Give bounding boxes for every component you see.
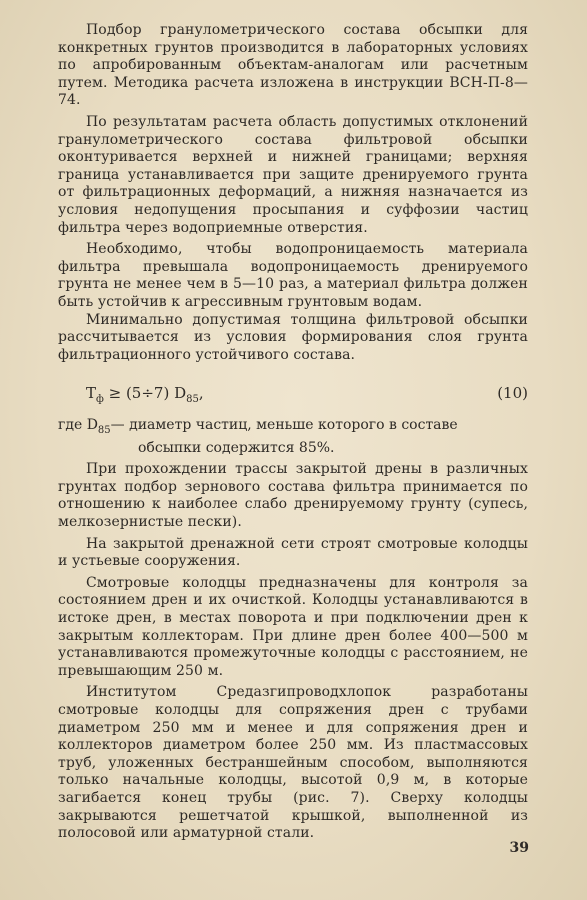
where-subscript: 85	[97, 425, 111, 437]
paragraph-wells-purpose: Смотровые колодцы предназначены для контроля за состоянием дрен и их очисткой. Колодцы устанавливаются в истоке дрен, в местах поворота и при подключении дрен к закрытым коллекторам. При длине дрен более 400—500 м устанавливаются промежуточные колодцы с расстоянием, не превышающим 250 м.	[58, 574, 528, 679]
paragraph-inspection-wells: На закрытой дренажной сети строят смотровые колодцы и устьевые сооружения.	[58, 535, 528, 570]
paragraph-permeability: Необходимо, чтобы водопроницаемость материала фильтра превышала водопроницаемость дренируемого грунта не менее чем в 5—10 раз, а материал фильтра должен быть устойчив к агрессивным грунтовым водам.	[58, 241, 528, 310]
formula-rhs-subscript: 85	[186, 394, 199, 406]
formula-relation: ≥ (5÷7) D	[103, 384, 187, 403]
where-lead: где D	[58, 417, 98, 434]
formula-lhs: T	[86, 384, 97, 403]
formula-number: (10)	[497, 384, 528, 403]
paragraph-selection-method: Подбор гранулометрического состава обсыпки для конкретных грунтов производится в лабораторных условиях по апробированным объектам-аналогам или расчетным путем. Методика расчета изложена в инструкции ВСН-П-8—74.	[58, 22, 528, 109]
formula-lhs-subscript: ф	[96, 394, 104, 406]
formula-explanation	[58, 417, 528, 457]
paragraph-institute-design: Институтом Средазгипроводхлопок разработаны смотровые колодцы для сопряжения дрен с трубами диаметром 250 мм и менее и для сопряжения дрен и коллекторов диаметром более 250 мм. Из пластмассовых труб, уложенных бестраншейным способом, выполняются только начальные колодцы, высотой 0,9 м, в которые загибается конец трубы (рис. 7). Сверху колодцы закрываются решетчатой крышкой, выполненной из полосовой или арматурной стали.	[58, 684, 528, 842]
where-line-1: — диаметр частиц, меньше которого в составе	[110, 417, 458, 434]
formula-10	[58, 384, 528, 409]
formula-expression	[86, 384, 204, 409]
page-body	[58, 22, 528, 843]
paragraph-min-thickness: Минимально допустимая толщина фильтровой обсыпки рассчитывается из условия формирования слоя грунта фильтрационного устойчивого состава.	[58, 311, 528, 363]
formula-tail: ,	[198, 384, 204, 403]
page-number: 39	[509, 840, 529, 856]
where-line-2: обсыпки содержится 85%.	[138, 439, 335, 456]
paragraph-deviation-bounds: По результатам расчета область допустимых отклонений гранулометрического состава фильтровой обсыпки оконтуривается верхней и нижней границами; верхняя граница устанавливается при защите дренируемого грунта от фильтрационных деформаций, а нижняя назначается из условия недопущения просыпания и суффозии частиц фильтра через водоприемные отверстия.	[58, 113, 528, 236]
paragraph-route-soils: При прохождении трассы закрытой дрены в различных грунтах подбор зернового состава фильтра принимается по отношению к наиболее слабо дренируемому грунту (супесь, мелкозернистые пески).	[58, 461, 528, 531]
